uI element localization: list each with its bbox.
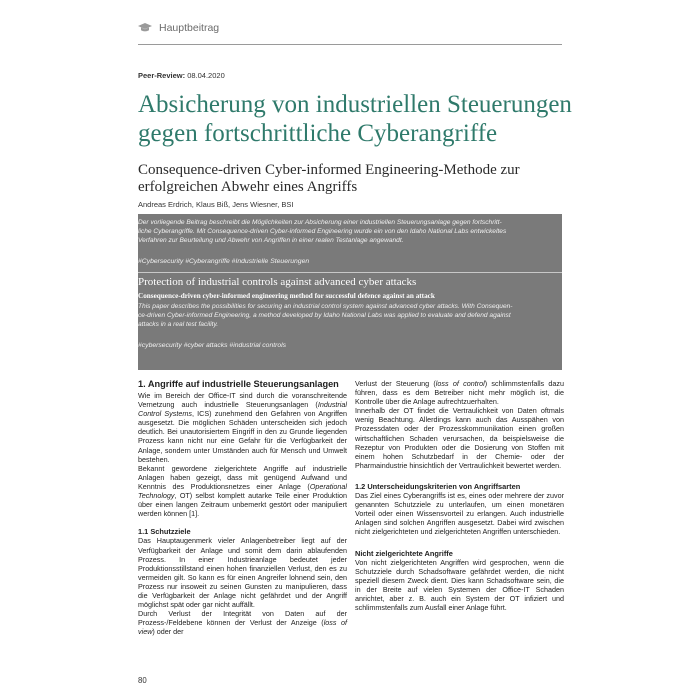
abstract-de-tags: #Cybersecurity #Cyberangriffe #Industrielle Steuerungen [138,258,310,265]
body-column-right [355,379,564,612]
heading-section-1-2: 1.2 Unterscheidungskriterien von Angriffsarten [355,481,521,491]
page-number: 80 [138,676,147,685]
article-authors: Andreas Erdrich, Klaus Biß, Jens Wiesner, BSI [138,200,294,209]
paragraph: Das Hauptaugenmerk vieler Anlagenbetreiber liegt auf der Verfügbarkeit der Anlage und somit dem darin ablaufenden Prozess. In einer Industrieanlage bedeutet jeder Produktionsstillstand einen hohen finanziellen Verlust, den es zu vermeiden gilt. So kann es für einen Angreifer lohnend sein, den Prozess nur insoweit zu seinen Gunsten zu manipulieren, dass die Verfügbarkeit der Anlage nicht gefährdet und der Angriff möglichst spät oder gar nicht auffällt. [138,536,347,610]
peer-review-label: Peer-Review: [138,71,186,80]
header-divider [138,44,562,45]
article-subtitle: Consequence-driven Cyber-informed Engineering-Methode zur erfolgreichen Abwehr eines Angriffs [138,162,520,195]
paragraph: Verlust der Steuerung (loss of control) schlimmstenfalls dazu führen, dass es dem Betreiber nicht mehr möglich ist, die Kontrolle über die Anlage aufrechtzuerhalten. [355,379,565,407]
peer-review-date: 08.04.2020 [187,71,225,80]
paragraph: Von nicht zielgerichteten Angriffen wird gesprochen, wenn die Schutzziele durch Schadsoftware gefährdet werden, die nicht speziell diesem Zweck dient. Dies kann Schadsoftware sein, die in der Breite auf vielen Systemen der Office-IT Schaden anrichtet, aber z. B. auch ein System der OT infiziert und schlimmstenfalls zum Ausfall einer Anlage führt. [355,557,564,613]
abstract-box [138,214,562,370]
paragraph: Innerhalb der OT findet die Vertraulichkeit von Daten oftmals wenig Beachtung. Allerdings kann auch das Ausspähen von Prozessdaten oder der Prozesskommunikation einen großen wirtschaftlichen Schaden verursachen, da beispielsweise die Rezeptur von Produkten oder die Dosierung von Stoffen mit einem hohen Schutzbedarf in der Chemie- oder der Pharmaindustrie hinsichtlich der Vertraulichkeit bewertet werden. [355,406,564,470]
paragraph: Wie im Bereich der Office-IT sind durch die voranschreitende Vernetzung auch industrielle Steuerungsanlagen (Industrial Control Systems, ICS) zunehmend den Gefahren von Angriffen ausgesetzt. Die möglichen Schäden unterscheiden sich jedoch deutlich. Bei unautorisiertem Eingriff in den zu Grunde liegenden Prozess kann nicht nur eine Gefahr für die Verfügbarkeit der Anlage, sondern unter Umständen auch für Mensch und Umwelt bestehen. [138,391,347,464]
abstract-en-line: ce-driven Cyber-informed Engineering, a method developed by Idaho National Labs was applied to evaluate and defend against [138,312,511,319]
article-title: Absicherung von industriellen Steuerungen gegen fortschrittliche Cyberangriffe [138,91,572,147]
paragraph: Bekannt gewordene zielgerichtete Angriffe auf industrielle Anlagen haben gezeigt, dass mit genügend Aufwand und Kenntnis des Produktionsnetzes einer Anlage (Operational Technology, OT) selbst komplett autarke Teile einer Produktion über einen langen Zeitraum unbemerkt gestört oder manipuliert werden können [1]. [138,463,347,519]
heading-section-1-1: 1.1 Schutzziele [138,527,191,537]
section-label: Hauptbeitrag [159,22,220,34]
abstract-en-title: Protection of industrial controls against advanced cyber attacks [138,276,417,288]
section-header [138,22,219,34]
abstract-de-line: liche Cyberangriffe. Mit Consequence-driven Cyber-informed Engineering wurde ein von den Idaho National Labs entwickeltes [138,228,507,235]
abstract-en-line: This paper describes the possibilities for securing an industrial control system against advanced cyber attacks. With Consequen- [138,303,513,310]
heading-untargeted-attacks: Nicht zielgerichtete Angriffe [355,548,453,558]
graduation-cap-icon [138,23,152,33]
abstract-divider [138,272,562,273]
abstract-de-line: Der vorliegende Beitrag beschreibt die Möglichkeiten zur Absicherung einer industriellen Steuerungsanlage gegen fortschritt- [138,219,502,226]
heading-section-1: 1. Angriffe auf industrielle Steuerungsanlagen [138,379,339,389]
paragraph: Das Ziel eines Cyberangriffs ist es, eines oder mehrere der zuvor genannten Schutzziele zu unterlaufen, um einen monetären Vorteil oder einen Wissensvorteil zu erlangen. Auch industrielle Anlagen sind solchen Angriffen ausgesetzt. Dabei wird zwischen nicht zielgerichteten und zielgerichteten Angriffen unterschieden. [355,491,564,537]
abstract-en-subtitle: Consequence-driven cyber-informed engineering method for successful defence against an attack [138,292,435,300]
peer-review-line [138,71,225,80]
abstract-en-tags: #cybersecurity #cyber attacks #industrial controls [138,342,287,349]
abstract-de-line: Verfahren zur Beurteilung und Abwehr von Angriffen in einer realen Testanlage angewandt. [138,237,404,244]
body-column-left [138,379,347,636]
paragraph: Durch Verlust der Integrität von Daten auf der Prozess-/Feldebene können der Verlust der Anzeige (loss of view) oder der [138,609,347,637]
abstract-en-line: attacks in a real test facility. [138,321,219,328]
